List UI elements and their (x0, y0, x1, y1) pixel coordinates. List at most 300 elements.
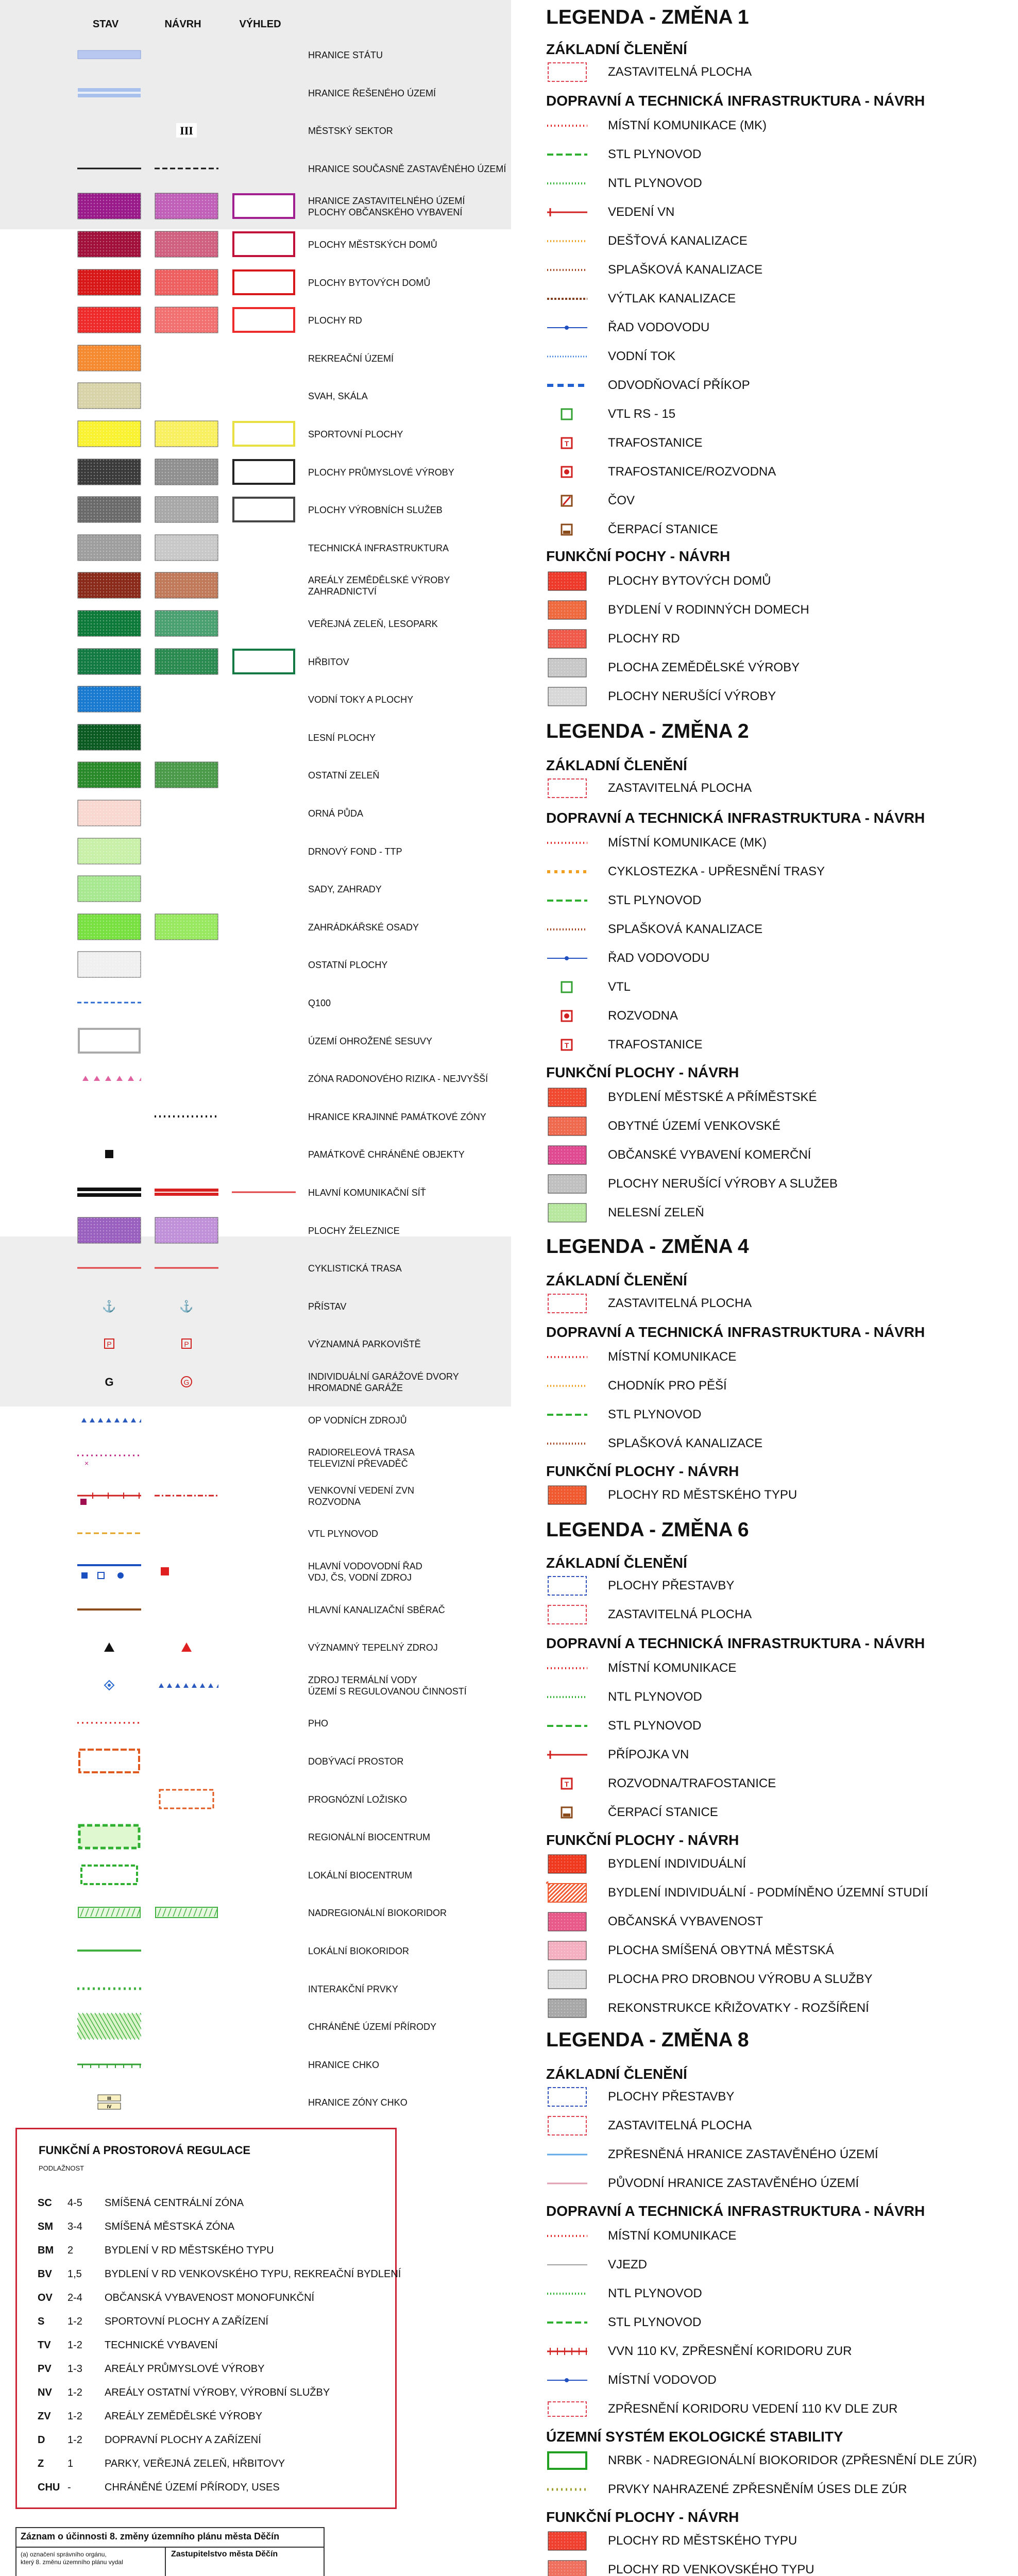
legend-row (0, 1554, 511, 1590)
legend-swatch-navrh (155, 420, 218, 447)
legend-symbol-icon (546, 1686, 588, 1708)
legend-symbol-icon (546, 1033, 588, 1056)
legend-swatch-stav (77, 1368, 141, 1395)
legend-symbol-icon (546, 1997, 588, 2020)
legend-item (546, 172, 1010, 195)
regulation-code: NV (38, 2386, 52, 2398)
legend-row-label: PLOCHY ŽELEZNICE (308, 1225, 400, 1236)
legend-swatch-navrh (155, 307, 218, 333)
legend-row-label: TECHNICKÁ INFRASTRUKTURA (308, 543, 449, 553)
legend-swatch-navrh (155, 1330, 218, 1357)
legend-swatch-stav (77, 1634, 141, 1660)
legend-row-label: PLOCHY MĚSTSKÝCH DOMŮ (308, 240, 437, 250)
legend-symbol-icon (546, 570, 588, 592)
legend-row-label: HRANICE ŘEŠENÉHO ÚZEMÍ (308, 88, 436, 98)
legend-swatch-navrh (155, 1672, 218, 1699)
svg-text:P: P (107, 1340, 112, 1349)
legend-swatch-stav (77, 155, 141, 182)
legend-item-label: BYDLENÍ MĚSTSKÉ A PŘÍMĚSTSKÉ (608, 1090, 817, 1104)
legend-symbol-icon (546, 2086, 588, 2108)
legend-swatch-navrh (155, 117, 218, 144)
legend-swatch-stav (77, 269, 141, 296)
legend-item (546, 230, 1010, 252)
legend-swatch-navrh (155, 1255, 218, 1281)
record-line: (a) označení správního orgánu, který 8. změnu územního plánu vydal (21, 2551, 123, 2566)
legend-swatch-stav (77, 838, 141, 865)
regulation-box (15, 2128, 401, 2509)
legend-symbol-icon (546, 345, 588, 368)
legend-item-label: MÍSTNÍ VODOVOD (608, 2373, 717, 2387)
regulation-floors: 1 (67, 2458, 74, 2469)
legend-section-heading: FUNKČNÍ PLOCHY - NÁVRH (546, 1832, 739, 1848)
legend-swatch-stav (77, 1482, 141, 1509)
legend-symbol-icon (546, 2449, 588, 2472)
regulation-name: BYDLENÍ V RD MĚSTSKÉHO TYPU (105, 2244, 274, 2256)
legend-swatch-stav (77, 231, 141, 258)
legend-item (546, 976, 1010, 998)
regulation-row (38, 2452, 285, 2476)
legend-item-label: CHODNÍK PRO PĚŠÍ (608, 1379, 727, 1393)
regulation-floors: 3-4 (67, 2221, 82, 2232)
legend-item (546, 599, 1010, 621)
legend-item (546, 2478, 1010, 2501)
legend-row (0, 341, 511, 377)
legend-symbol-icon (546, 628, 588, 650)
regulation-code: TV (38, 2339, 51, 2351)
legend-title: LEGENDA - ZMĚNA 2 (546, 720, 749, 742)
legend-row (0, 1668, 511, 1704)
regulation-row (38, 2239, 274, 2262)
regulation-row (38, 2215, 234, 2239)
legend-swatch-stav (77, 307, 141, 333)
legend-item (546, 1403, 1010, 1426)
legend-row (0, 113, 511, 149)
legend-symbol-icon (546, 1432, 588, 1455)
legend-row (0, 909, 511, 945)
legend-item (546, 1375, 1010, 1397)
legend-section-heading: DOPRAVNÍ A TECHNICKÁ INFRASTRUKTURA - NÁVRH (546, 1324, 925, 1340)
legend-item (546, 1910, 1010, 1933)
svg-text:III: III (180, 124, 193, 138)
legend-symbol-icon (546, 1346, 588, 1368)
legend-symbol-icon (546, 2558, 588, 2576)
legend-item (546, 777, 1010, 800)
regulation-floors: - (67, 2481, 71, 2493)
legend-item (546, 1574, 1010, 1597)
legend-item-label: ŘAD VODOVODU (608, 951, 710, 965)
legend-item (546, 1005, 1010, 1027)
legend-swatch-vyhled (232, 1179, 296, 1206)
regulation-name: AREÁLY PRŮMYSLOVÉ VÝROBY (105, 2363, 265, 2375)
legend-item-label: PLOCHY RD (608, 632, 680, 646)
legend-symbol-icon (546, 832, 588, 854)
legend-row-label: INTERAKČNÍ PRVKY (308, 1984, 398, 1994)
legend-item (546, 114, 1010, 137)
legend-item-label: MÍSTNÍ KOMUNIKACE (608, 1661, 737, 1675)
legend-item (546, 2530, 1010, 2552)
legend-item-label: MÍSTNÍ KOMUNIKACE (MK) (608, 118, 767, 132)
legend-symbol-icon (546, 1484, 588, 1506)
legend-item (546, 918, 1010, 941)
legend-swatch-stav (77, 345, 141, 371)
legend-swatch-navrh (155, 1368, 218, 1395)
legend-item (546, 1853, 1010, 1875)
legend-section-heading: DOPRAVNÍ A TECHNICKÁ INFRASTRUKTURA - NÁVRH (546, 93, 925, 109)
legend-symbol-icon (546, 1375, 588, 1397)
legend-symbol-icon (546, 518, 588, 541)
legend-item-label: NELESNÍ ZELEŇ (608, 1206, 704, 1219)
legend-symbol-icon (546, 1939, 588, 1962)
legend-title: LEGENDA - ZMĚNA 8 (546, 2029, 749, 2051)
record-box (15, 2527, 325, 2576)
legend-item-label: ČERPACÍ STANICE (608, 522, 718, 536)
legend-row (0, 454, 511, 490)
legend-item-label: STL PLYNOVOD (608, 1719, 702, 1733)
legend-item-label: SPLAŠKOVÁ KANALIZACE (608, 922, 763, 936)
legend-item-label: PLOCHY RD VENKOVSKÉHO TYPU (608, 2563, 815, 2576)
legend-item (546, 2086, 1010, 2108)
legend-item (546, 1033, 1010, 1056)
legend-swatch-stav (77, 1748, 141, 1774)
legend-section-heading: ZÁKLADNÍ ČLENĚNÍ (546, 1555, 687, 1571)
legend-row (0, 151, 511, 187)
legend-row (0, 1023, 511, 1059)
legend-symbol-icon (546, 61, 588, 83)
legend-symbol-icon (546, 2282, 588, 2305)
legend-section-heading: FUNKČNÍ PLOCHY - NÁVRH (546, 2509, 739, 2525)
regulation-name: CHRÁNĚNÉ ÚZEMÍ PŘÍRODY, USES (105, 2481, 280, 2493)
legend-row-label: LOKÁLNÍ BIOKORIDOR (308, 1946, 410, 1956)
regulation-row (38, 2286, 314, 2310)
legend-row (0, 1175, 511, 1211)
legend-symbol-icon (546, 2340, 588, 2363)
regulation-code: CHU (38, 2481, 60, 2493)
legend-row-label: VODNÍ TOKY A PLOCHY (308, 694, 414, 705)
legend-row-label: PLOCHY PRŮMYSLOVÉ VÝROBY (308, 467, 454, 478)
legend-swatch-stav (77, 496, 141, 523)
legend-item (546, 1657, 1010, 1680)
legend-swatch-navrh (155, 459, 218, 485)
legend-row-label: REGIONÁLNÍ BIOCENTRUM (308, 1832, 431, 1843)
legend-symbol-icon (546, 1292, 588, 1315)
legend-swatch-navrh (155, 1293, 218, 1319)
legend-row (0, 682, 511, 718)
legend-row (0, 606, 511, 642)
legend-item-label: PLOCHA ZEMĚDĚLSKÉ VÝROBY (608, 660, 800, 674)
regulation-code: SC (38, 2197, 52, 2209)
legend-row-label: HRANICE ZÓNY CHKO (308, 2097, 408, 2108)
legend-item-label: BYDLENÍ V RODINNÝCH DOMECH (608, 603, 809, 617)
legend-row-label: PROGNÓZNÍ LOŽISKO (308, 1794, 408, 1805)
legend-item-label: PLOCHY PŘESTAVBY (608, 2090, 735, 2104)
legend-symbol-icon (546, 1173, 588, 1195)
legend-symbol-icon (546, 2225, 588, 2247)
legend-item-label: PŮVODNÍ HRANICE ZASTAVĚNÉHO ÚZEMÍ (608, 2176, 859, 2190)
svg-text:III: III (107, 2096, 111, 2102)
legend-swatch-navrh (155, 648, 218, 675)
legend-item-label: PLOCHY NERUŠÍCÍ VÝROBY (608, 689, 776, 703)
legend-symbol-icon (546, 656, 588, 679)
legend-swatch-stav (77, 1027, 141, 1054)
svg-text:⚓: ⚓ (102, 1299, 116, 1313)
legend-item-label: NRBK - NADREGIONÁLNÍ BIOKORIDOR (ZPŘESNĚNÍ DLE ZÚR) (608, 2453, 977, 2467)
legend-swatch-stav (77, 1596, 141, 1623)
legend-item (546, 628, 1010, 650)
regulation-floors: 1-2 (67, 2386, 82, 2398)
legend-item-label: NTL PLYNOVOD (608, 2286, 702, 2300)
legend-row (0, 37, 511, 73)
legend-swatch-stav (77, 1899, 141, 1926)
legend-row (0, 1971, 511, 2007)
legend-symbol-icon (546, 2530, 588, 2552)
legend-row-label: SADY, ZAHRADY (308, 884, 382, 895)
legend-item (546, 2558, 1010, 2576)
legend-swatch-stav (77, 875, 141, 902)
legend-swatch-stav (77, 724, 141, 751)
legend-section-heading: FUNKČNÍ PLOCHY - NÁVRH (546, 1463, 739, 1479)
legend-swatch-navrh (155, 496, 218, 523)
legend-item (546, 316, 1010, 339)
legend-item (546, 685, 1010, 708)
legend-item-label: STL PLYNOVOD (608, 893, 702, 907)
legend-item-label: ROZVODNA (608, 1009, 678, 1023)
legend-row-label: REKREAČNÍ ÚZEMÍ (308, 353, 394, 364)
legend-row-label: PŘÍSTAV (308, 1301, 347, 1312)
regulation-floors: 1-3 (67, 2363, 82, 2375)
legend-row-label: HRANICE ZASTAVITELNÉHO ÚZEMÍ PLOCHY OBČANSKÉHO VYBAVENÍ (308, 196, 465, 218)
legend-swatch-stav (77, 382, 141, 409)
legend-swatch-stav (77, 2013, 141, 2040)
legend-symbol-icon (546, 1144, 588, 1166)
legend-item (546, 345, 1010, 368)
legend-row (0, 1364, 511, 1400)
legend-item-label: ZASTAVITELNÁ PLOCHA (608, 1296, 752, 1310)
legend-item (546, 2369, 1010, 2392)
legend-item-label: TRAFOSTANICE (608, 1038, 703, 1052)
legend-item-label: PLOCHY BYTOVÝCH DOMŮ (608, 574, 771, 588)
legend-swatch-navrh (155, 1482, 218, 1509)
legend-item (546, 1801, 1010, 1824)
legend-row (0, 1933, 511, 1969)
legend-item-label: SPLAŠKOVÁ KANALIZACE (608, 1436, 763, 1450)
legend-item-label: REKONSTRUKCE KŘIŽOVATKY - ROZŠÍŘENÍ (608, 2001, 869, 2015)
legend-row-label: ORNÁ PŮDA (308, 808, 364, 819)
legend-row-label: HŘBITOV (308, 656, 349, 667)
legend-item-label: CYKLOSTEZKA - UPŘESNĚNÍ TRASY (608, 865, 825, 878)
svg-text:G: G (105, 1376, 114, 1388)
regulation-title: FUNKČNÍ A PROSTOROVÁ REGULACE (39, 2144, 251, 2157)
legend-item-label: VVN 110 KV, ZPŘESNĚNÍ KORIDORU ZUR (608, 2344, 852, 2358)
legend-row (0, 416, 511, 452)
regulation-row (38, 2476, 280, 2499)
legend-row-label: CHRÁNĚNÉ ÚZEMÍ PŘÍRODY (308, 2022, 437, 2032)
legend-row-label: PLOCHY BYTOVÝCH DOMŮ (308, 277, 431, 288)
legend-symbol-icon (546, 1603, 588, 1626)
legend-item (546, 2340, 1010, 2363)
regulation-row (38, 2262, 401, 2286)
legend-row (0, 2047, 511, 2083)
regulation-row (38, 2381, 330, 2404)
legend-item (546, 403, 1010, 426)
regulation-name: AREÁLY ZEMĚDĚLSKÉ VÝROBY (105, 2410, 263, 2422)
legend-swatch-stav (77, 459, 141, 485)
legend-row (0, 2009, 511, 2045)
legend-symbol-icon (546, 1115, 588, 1138)
legend-swatch-vyhled (232, 307, 296, 333)
legend-item (546, 2398, 1010, 2420)
legend-item (546, 1882, 1010, 1904)
regulation-code: ZV (38, 2410, 51, 2422)
legend-item-label: VODNÍ TOK (608, 349, 676, 363)
legend-symbol-icon (546, 143, 588, 166)
regulation-name: SMÍŠENÁ CENTRÁLNÍ ZÓNA (105, 2197, 244, 2209)
legend-item-label: SPLAŠKOVÁ KANALIZACE (608, 263, 763, 277)
legend-symbol-icon (546, 685, 588, 708)
legend-symbol-icon (546, 1657, 588, 1680)
legend-item-label: MÍSTNÍ KOMUNIKACE (MK) (608, 836, 767, 850)
legend-item (546, 1603, 1010, 1626)
legend-item-label: PRVKY NAHRAZENÉ ZPŘESNĚNÍM ÚSES DLE ZÚR (608, 2482, 907, 2496)
regulation-floors: 1,5 (67, 2268, 82, 2280)
legend-item (546, 1086, 1010, 1109)
legend-section-heading: ZÁKLADNÍ ČLENĚNÍ (546, 1273, 687, 1289)
legend-right-panel (536, 0, 1018, 2576)
legend-swatch-stav (77, 1975, 141, 2002)
legend-item-label: VEDENÍ VN (608, 205, 675, 219)
legend-item-label: ŘAD VODOVODU (608, 320, 710, 334)
legend-symbol-icon (546, 201, 588, 224)
legend-row-label: CYKLISTICKÁ TRASA (308, 1263, 402, 1274)
legend-swatch-navrh (155, 1179, 218, 1206)
legend-item (546, 1997, 1010, 2020)
legend-row-label: INDIVIDUÁLNÍ GARÁŽOVÉ DVORY HROMADNÉ GARÁŽE (308, 1371, 459, 1393)
legend-row-label: RADIORELEOVÁ TRASA TELEVIZNÍ PŘEVADĚČ (308, 1447, 415, 1469)
regulation-floors: 1-2 (67, 2315, 82, 2327)
legend-item-label: BYDLENÍ INDIVIDUÁLNÍ (608, 1857, 746, 1871)
legend-item (546, 1173, 1010, 1195)
legend-row (0, 530, 511, 566)
legend-swatch-stav (77, 534, 141, 561)
legend-section-heading: FUNKČNÍ POCHY - NÁVRH (546, 548, 731, 564)
legend-swatch-navrh (155, 193, 218, 219)
legend-swatch-stav (77, 1330, 141, 1357)
legend-swatch-stav (77, 1937, 141, 1964)
legend-symbol-icon (546, 1853, 588, 1875)
legend-symbol-icon (546, 2311, 588, 2334)
legend-item-label: ROZVODNA/TRAFOSTANICE (608, 1776, 776, 1790)
legend-symbol-icon (546, 1005, 588, 1027)
regulation-floors: 1-2 (67, 2410, 82, 2422)
legend-item-label: PLOCHY NERUŠÍCÍ VÝROBY A SLUŽEB (608, 1177, 838, 1191)
legend-item-label: PLOCHY RD MĚSTSKÉHO TYPU (608, 1488, 798, 1502)
legend-row (0, 378, 511, 414)
legend-row (0, 947, 511, 983)
regulation-row (38, 2191, 244, 2215)
legend-swatch-stav (77, 1406, 141, 1433)
svg-text:×: × (84, 1459, 89, 1468)
legend-symbol-icon (546, 1968, 588, 1991)
legend-symbol-icon (546, 259, 588, 281)
legend-row (0, 1099, 511, 1135)
legend-item-label: OBYTNÉ ÚZEMÍ VENKOVSKÉ (608, 1119, 781, 1133)
legend-row-label: HRANICE KRAJINNÉ PAMÁTKOVÉ ZÓNY (308, 1111, 486, 1122)
legend-item-label: STL PLYNOVOD (608, 1408, 702, 1421)
legend-symbol-icon (546, 287, 588, 310)
legend-title: LEGENDA - ZMĚNA 1 (546, 6, 749, 28)
regulation-name: TECHNICKÉ VYBAVENÍ (105, 2339, 218, 2351)
regulation-code: BM (38, 2244, 54, 2256)
legend-swatch-stav (77, 79, 141, 106)
legend-item (546, 432, 1010, 454)
legend-item-label: ZPŘESNĚNÍ KORIDORU VEDENÍ 110 KV DLE ZUR (608, 2402, 898, 2416)
legend-item (546, 1772, 1010, 1795)
legend-item-label: PLOCHY RD MĚSTSKÉHO TYPU (608, 2534, 798, 2548)
legend-item (546, 1939, 1010, 1962)
legend-swatch-stav (77, 1141, 141, 1167)
legend-row (0, 1137, 511, 1173)
legend-swatch-stav (77, 1293, 141, 1319)
legend-item-label: OBČANSKÁ VYBAVENOST (608, 1914, 763, 1928)
legend-swatch-navrh (155, 1558, 218, 1585)
legend-swatch-navrh (155, 1899, 218, 1926)
legend-item (546, 259, 1010, 281)
legend-row (0, 1705, 511, 1741)
legend-item (546, 2143, 1010, 2166)
legend-item-label: VJEZD (608, 2258, 648, 2272)
legend-row (0, 1061, 511, 1097)
column-header-stav: STAV (92, 19, 119, 30)
legend-symbol-icon (546, 1201, 588, 1224)
legend-row-label: AREÁLY ZEMĚDĚLSKÉ VÝROBY ZAHRADNICTVÍ (308, 575, 450, 597)
legend-row-label: DRNOVÝ FOND - TTP (308, 846, 402, 857)
legend-section-heading: DOPRAVNÍ A TECHNICKÁ INFRASTRUKTURA - NÁVRH (546, 2203, 925, 2219)
legend-item-label: ČERPACÍ STANICE (608, 1805, 718, 1819)
regulation-floors: 2 (67, 2244, 74, 2256)
legend-item (546, 374, 1010, 397)
legend-row-label: LOKÁLNÍ BIOCENTRUM (308, 1870, 413, 1880)
legend-row (0, 227, 511, 263)
regulation-floors: 4-5 (67, 2197, 82, 2209)
legend-item-label: ZASTAVITELNÁ PLOCHA (608, 65, 752, 79)
legend-symbol-icon (546, 2369, 588, 2392)
legend-row (0, 265, 511, 301)
legend-row (0, 795, 511, 832)
legend-swatch-stav (77, 1217, 141, 1244)
column-header-navrh: NÁVRH (164, 19, 201, 30)
legend-swatch-stav (77, 1823, 141, 1850)
legend-row-label: OSTATNÍ ZELEŇ (308, 770, 380, 781)
legend-swatch-stav (77, 193, 141, 219)
regulation-floors: 1-2 (67, 2434, 82, 2446)
legend-symbol-icon (546, 2478, 588, 2501)
regulation-code: S (38, 2315, 45, 2327)
legend-row (0, 1402, 511, 1438)
regulation-code: PV (38, 2363, 52, 2375)
svg-text:IV: IV (107, 2104, 112, 2110)
legend-row (0, 1440, 511, 1476)
legend-row (0, 568, 511, 604)
regulation-name: DOPRAVNÍ PLOCHY A ZAŘÍZENÍ (105, 2434, 261, 2446)
svg-text:⚓: ⚓ (179, 1299, 194, 1313)
svg-text:T: T (564, 1041, 569, 1049)
legend-symbol-icon (546, 2143, 588, 2166)
legend-swatch-stav (77, 1709, 141, 1736)
legend-swatch-vyhled (232, 193, 296, 219)
legend-row (0, 75, 511, 111)
legend-swatch-navrh (155, 1634, 218, 1660)
regulation-floors: 1-2 (67, 2339, 82, 2351)
legend-item (546, 2172, 1010, 2195)
